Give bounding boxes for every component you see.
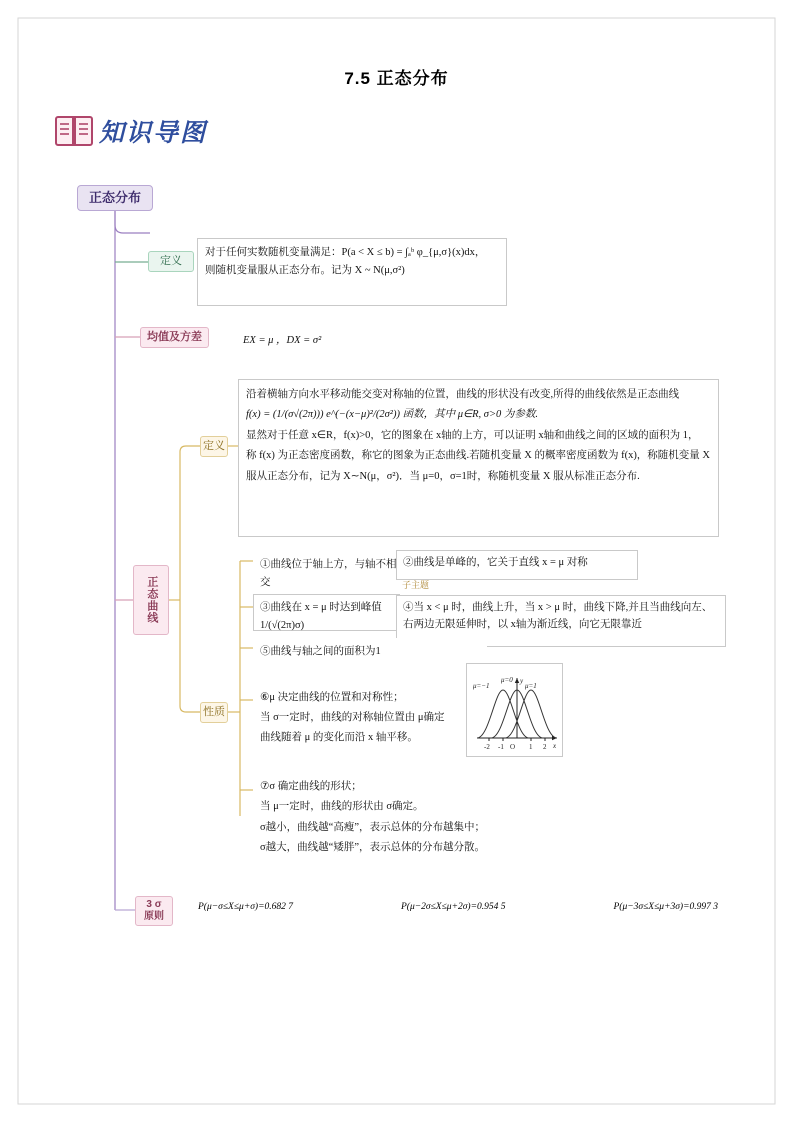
property-1: ①曲线位于轴上方，与轴不相交: [253, 551, 407, 581]
mean-variance-content: [236, 327, 430, 357]
section-heading-label: 知识导图: [99, 120, 208, 147]
svg-text:μ=1: μ=1: [525, 682, 537, 690]
svg-text:x: x: [553, 742, 557, 750]
property-6-line-1: ⑥μ 决定曲线的位置和对称性；: [260, 692, 404, 703]
section-heading: [55, 113, 207, 149]
svg-text:μ=−1: μ=−1: [473, 682, 490, 690]
curve-definition-content: [238, 379, 719, 537]
property-7-line-4: σ越大，曲线越“矮胖”，表示总体的分布越分散。: [260, 842, 485, 854]
three-sigma-label-line-1: 3 σ: [146, 899, 162, 910]
property-6-line-3: 曲线随着 μ 的变化而沿 x 轴平移。: [260, 731, 418, 743]
definition-1-line-2: 则随机变量服从正态分布。记为 X ~ N(μ,σ²): [205, 264, 405, 276]
curve-def-line-2: f(x) = (1/(σ√(2π))) e^(−(x−μ)²/(2σ²)) 函数，其中 μ∈R, σ>0 为参数.: [246, 409, 539, 421]
svg-text:y: y: [520, 677, 524, 685]
svg-text:2: 2: [543, 743, 547, 751]
property-6: [253, 683, 467, 753]
three-sigma-formula-1: P(μ−σ≤X≤μ+σ)=0.682 7: [198, 902, 293, 912]
node-curve-definition[interactable]: 定义: [200, 436, 228, 457]
property-3: ③曲线在 x = μ 时达到峰值 1/(√(2π)σ): [253, 594, 400, 631]
property-2: ②曲线是单峰的，它关于直线 x = μ 对称: [396, 550, 638, 580]
definition-1-content: [197, 238, 507, 306]
svg-text:-1: -1: [498, 743, 504, 751]
definition-1-line-1: 对于任何实数随机变量满足：P(a < X ≤ b) = ∫ₐᵇ φ_{μ,σ}(x)dx，: [205, 247, 486, 258]
node-normal-curve-label: 正态曲线: [145, 576, 158, 624]
svg-text:-2: -2: [484, 743, 490, 751]
node-curve-properties[interactable]: 性质: [200, 702, 228, 723]
node-definition-1[interactable]: 定义: [148, 251, 194, 272]
property-7-line-2: 当 μ一定时，曲线的形状由 σ确定。: [260, 801, 424, 813]
curve-def-line-3: 显然对于任意 x∈R，f(x)>0，它的图象在 x轴的上方，可以证明 x轴和曲线之间的区域的面积为 1，: [246, 429, 699, 441]
open-book-icon: [55, 114, 93, 148]
page-title: 7.5 正态分布: [344, 69, 449, 88]
svg-text:O: O: [510, 743, 516, 751]
three-sigma-formulas: [198, 902, 718, 912]
property-7: [253, 772, 597, 866]
curve-def-line-1: 沿着横轴方向水平移动能交变对称轴的位置，曲线的形状没有改变,所得的曲线依然是正态曲线: [246, 389, 680, 400]
mindmap-root-node[interactable]: 正态分布: [77, 185, 153, 211]
node-mean-variance[interactable]: 均值及方差: [140, 327, 209, 348]
normal-curves-chart: [466, 663, 563, 757]
property-7-line-1: ⑦σ 确定曲线的形状；: [260, 781, 362, 792]
three-sigma-formula-3: P(μ−3σ≤X≤μ+3σ)=0.997 3: [613, 902, 718, 912]
curve-def-line-4: 称 f(x) 为正态密度函数，称它的图象为正态曲线.若随机变量 X 的概率密度函数为 f(x)，称随机变量 X: [246, 450, 711, 462]
property-4: ④当 x < μ 时，曲线上升，当 x > μ 时，曲线下降,并且当曲线向左、右两边无限延伸时，以 x轴为渐近线，向它无限靠近: [396, 595, 726, 647]
three-sigma-label-line-2: 原则: [144, 911, 164, 922]
svg-text:μ=0: μ=0: [501, 676, 513, 684]
node-normal-curve[interactable]: [133, 565, 169, 635]
three-sigma-formula-2: P(μ−2σ≤X≤μ+2σ)=0.954 5: [401, 902, 506, 912]
property-5: ⑤曲线与轴之间的面积为1: [253, 638, 487, 668]
curve-def-line-5: 服从正态分布，记为 X∼N(μ，σ²)．当 μ=0，σ=1时，称随机变量 X 服从标准正态分布.: [246, 470, 640, 482]
mean-variance-formula: EX = μ ，DX = σ²: [243, 335, 322, 346]
node-three-sigma-rule[interactable]: [135, 896, 173, 926]
property-7-line-3: σ越小，曲线越“高瘦”，表示总体的分布越集中；: [260, 821, 485, 833]
sub-topic-label: 子主题: [402, 580, 430, 590]
property-6-line-2: 当 σ一定时，曲线的对称轴位置由 μ确定: [260, 711, 445, 723]
svg-text:1: 1: [529, 743, 533, 751]
